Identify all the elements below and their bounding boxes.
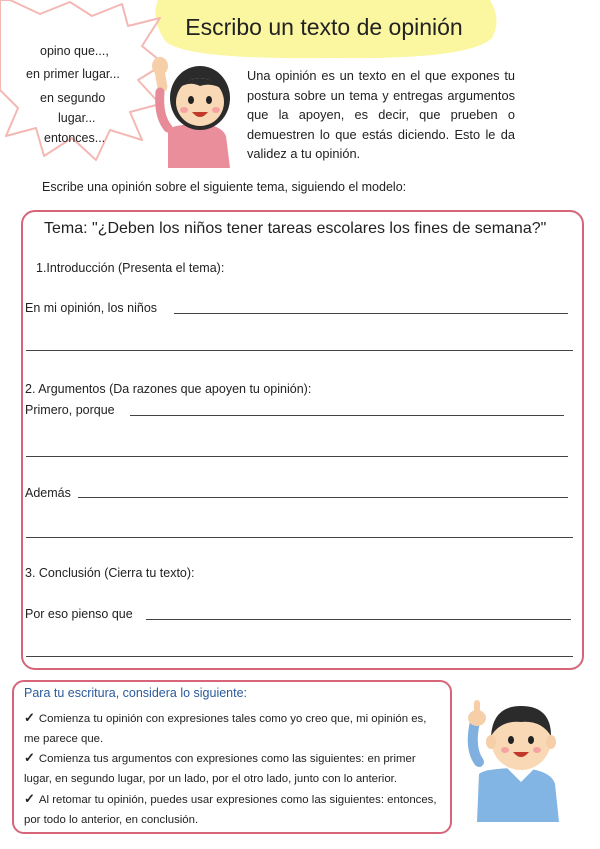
burst-phrase-2: en primer lugar... [26,67,120,81]
introduction-prompt: En mi opinión, los niños [25,301,158,315]
section-arguments-heading: 2. Argumentos (Da razones que apoyen tu opinión): [25,382,312,396]
tip-text-1: Comienza tu opinión con expresiones tales como yo creo que, mi opinión es, me parece que. [24,713,427,745]
check-icon: ✓ [24,710,35,725]
arguments-prompt-first: Primero, porque [25,403,115,417]
instruction-text: Escribe una opinión sobre el siguiente tema, siguiendo el modelo: [42,180,407,194]
tip-text-3: Al retomar tu opinión, puedes usar expresiones como las siguientes: entonces, por todo lo anterior, en conclusión. [24,794,437,826]
check-icon: ✓ [24,750,35,765]
tip-item-2 [24,748,444,789]
conclusion-answer-line-2[interactable] [26,656,573,657]
tips-title: Para tu escritura, considera lo siguiente: [24,686,248,700]
intro-paragraph: Una opinión es un texto en el que expones tu postura sobre un tema y entregas argumentos que la apoyen, es decir, que prueben o demuestren lo que estás diciendo. Esto le da validez a tu opinión. [247,68,515,161]
conclusion-prompt: Por eso pienso que [25,607,133,621]
burst-phrase-4: lugar... [58,111,96,125]
arguments-answer-line-3[interactable] [78,497,568,498]
introduction-answer-line-2[interactable] [26,350,573,351]
arguments-answer-line-4[interactable] [26,537,573,538]
burst-phrase-5: entonces... [44,131,106,145]
tip-item-3 [24,789,444,830]
arguments-prompt-also: Además [25,486,71,500]
arguments-answer-line-2[interactable] [26,456,568,457]
arguments-answer-line-1[interactable] [130,415,564,416]
introduction-answer-line[interactable] [174,313,568,314]
burst-phrase-3: en segundo [40,91,106,105]
section-conclusion-heading: 3. Conclusión (Cierra tu texto): [25,566,195,580]
check-icon: ✓ [24,791,35,806]
tip-text-2: Comienza tus argumentos con expresiones como las siguientes: en primer lugar, en segundo lugar, por un lado, por el otro lado, junto con lo anterior. [24,753,416,785]
conclusion-answer-line[interactable] [146,619,571,620]
topic-heading: Tema: "¿Deben los niños tener tareas escolares los fines de semana?" [44,220,547,237]
writing-task-box [21,210,584,670]
tip-item-1 [24,708,444,749]
section-introduction-heading: 1.Introducción (Presenta el tema): [36,261,225,275]
burst-phrase-1: opino que..., [40,44,109,58]
girl-raising-hand-illustration [148,56,238,168]
boy-pointing-up-illustration [455,692,573,822]
page-title: Escribo un texto de opinión [185,14,463,40]
